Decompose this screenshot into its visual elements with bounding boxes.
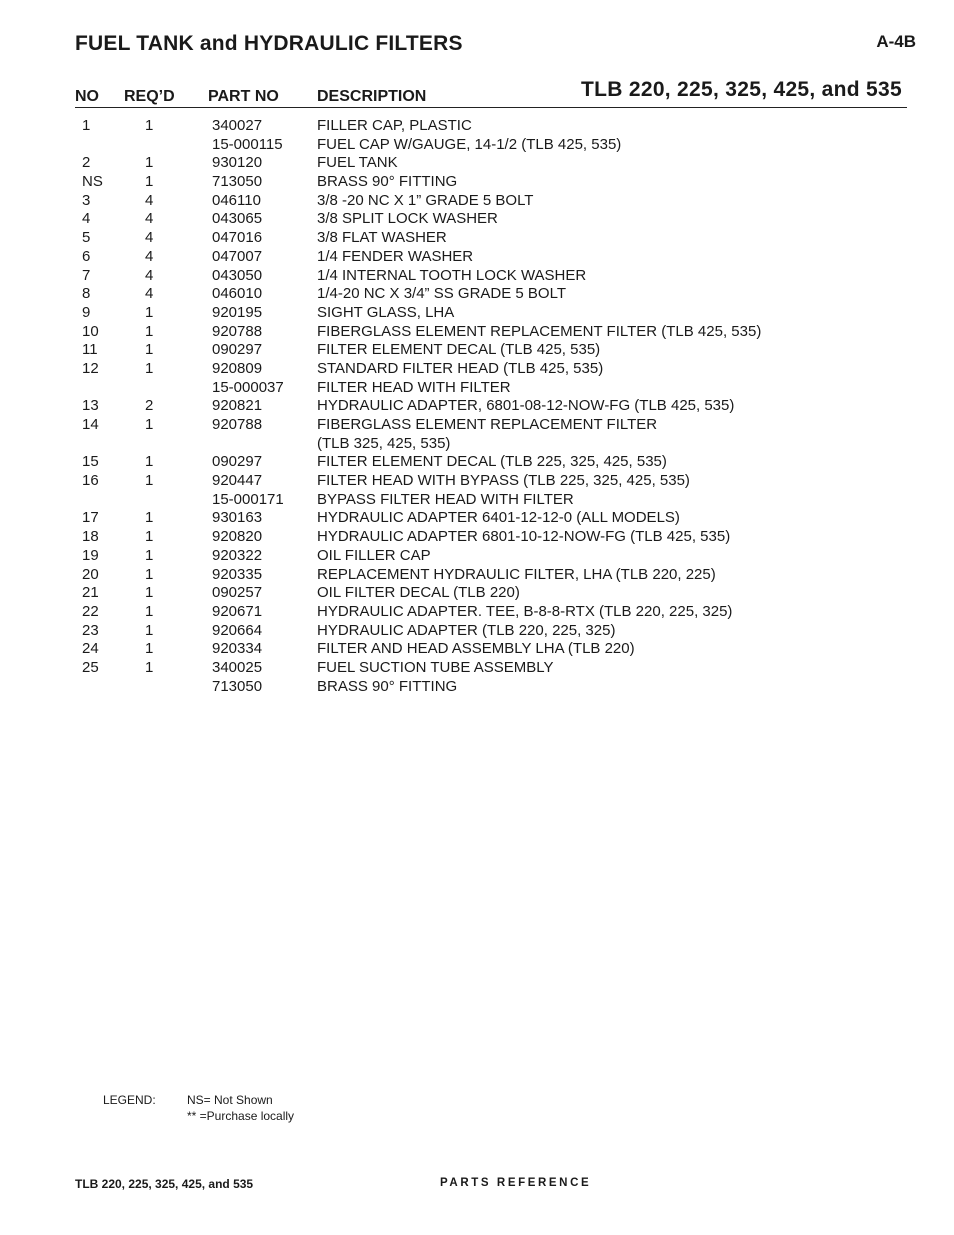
table-row (0, 210, 954, 229)
table-row (0, 472, 954, 491)
table-row (0, 360, 954, 379)
footer-section: PARTS REFERENCE (440, 1177, 592, 1189)
row-part-number: 920809 (212, 359, 263, 377)
legend-label: LEGEND: (103, 1093, 156, 1107)
row-part-number: 090297 (212, 341, 263, 359)
row-quantity: 1 (145, 303, 154, 321)
row-number: 24 (82, 640, 99, 658)
table-row (0, 659, 954, 678)
row-part-number: 090257 (212, 584, 263, 602)
row-part-number: 920788 (212, 322, 263, 340)
row-description: BRASS 90° FITTING (317, 677, 458, 695)
row-number: 20 (82, 565, 99, 583)
table-row (0, 584, 954, 603)
row-number: 22 (82, 602, 99, 620)
row-description: FUEL TANK (317, 154, 398, 172)
row-number: 17 (82, 509, 99, 527)
table-row (0, 397, 954, 416)
table-row (0, 304, 954, 323)
row-part-number: 043065 (212, 210, 263, 228)
model-heading: TLB 220, 225, 325, 425, and 535 (581, 78, 902, 101)
table-row (0, 453, 954, 472)
row-quantity: 4 (145, 229, 154, 247)
table-row (0, 547, 954, 566)
row-quantity: 1 (145, 472, 154, 490)
row-number: 2 (82, 154, 91, 172)
row-part-number: 920334 (212, 640, 263, 658)
row-description: FUEL CAP W/GAUGE, 14-1/2 (TLB 425, 535) (317, 135, 622, 153)
row-quantity: 1 (145, 341, 154, 359)
row-quantity: 1 (145, 528, 154, 546)
row-description: 1/4 FENDER WASHER (317, 247, 474, 265)
row-quantity: 1 (145, 117, 154, 134)
row-part-number: 340027 (212, 117, 263, 134)
row-number: 1 (82, 117, 91, 134)
row-number: 5 (82, 229, 91, 247)
row-description: HYDRAULIC ADAPTER, 6801-08-12-NOW-FG (TLB 425, 535) (317, 397, 735, 415)
row-description: HYDRAULIC ADAPTER 6801-10-12-NOW-FG (TLB 425, 535) (317, 528, 731, 546)
row-part-number: 920447 (212, 472, 263, 490)
row-part-number: 920335 (212, 565, 263, 583)
row-part-number: 920821 (212, 397, 263, 415)
row-part-number: 340025 (212, 658, 263, 676)
row-quantity: 1 (145, 546, 154, 564)
column-header-description: DESCRIPTION (317, 88, 427, 105)
row-description: 3/8 FLAT WASHER (317, 229, 447, 247)
row-number: 11 (82, 341, 98, 359)
legend-item: ** =Purchase locally (187, 1109, 295, 1123)
row-part-number: 920788 (212, 416, 263, 433)
page-id: A-4B (876, 32, 916, 51)
row-number: 9 (82, 303, 91, 321)
row-part-number: 15-000115 (212, 135, 283, 153)
row-quantity: 4 (145, 266, 154, 284)
row-description: FUEL SUCTION TUBE ASSEMBLY (317, 658, 554, 676)
row-description: (TLB 325, 425, 535) (317, 434, 451, 452)
table-row (0, 341, 954, 360)
row-quantity: 1 (145, 154, 154, 172)
row-description: FIBERGLASS ELEMENT REPLACEMENT FILTER (TLB 425, 535) (317, 322, 762, 340)
row-number: 14 (82, 416, 99, 433)
row-description: HYDRAULIC ADAPTER. TEE, B-8-8-RTX (TLB 220, 225, 325) (317, 602, 733, 620)
table-row (0, 379, 954, 398)
row-quantity: 1 (145, 621, 154, 639)
row-description: FILTER ELEMENT DECAL (TLB 225, 325, 425, 535) (317, 453, 667, 471)
row-number: 10 (82, 322, 99, 340)
row-part-number: 046110 (212, 191, 261, 209)
row-quantity: 4 (145, 247, 154, 265)
row-number: 18 (82, 528, 99, 546)
row-number: 25 (82, 658, 99, 676)
footer-models: TLB 220, 225, 325, 425, and 535 (75, 1177, 254, 1191)
row-description: SIGHT GLASS, LHA (317, 303, 455, 321)
row-number: 21 (82, 584, 99, 602)
column-header-reqd: REQ’D (124, 88, 175, 105)
row-number: 19 (82, 546, 99, 564)
row-part-number: 930120 (212, 154, 263, 172)
row-description: FILTER ELEMENT DECAL (TLB 425, 535) (317, 341, 601, 359)
row-quantity: 4 (145, 191, 154, 209)
row-quantity: 1 (145, 565, 154, 583)
row-number: 23 (82, 621, 99, 639)
table-row (0, 248, 954, 267)
row-part-number: 920322 (212, 546, 263, 564)
row-description: FILLER CAP, PLASTIC (317, 117, 472, 134)
row-part-number: 713050 (212, 677, 263, 695)
table-row (0, 622, 954, 641)
row-number: 7 (82, 266, 91, 284)
row-quantity: 1 (145, 640, 154, 658)
row-quantity: 4 (145, 285, 154, 303)
row-description: STANDARD FILTER HEAD (TLB 425, 535) (317, 359, 604, 377)
row-description: OIL FILTER DECAL (TLB 220) (317, 584, 520, 602)
row-part-number: 046010 (212, 285, 263, 303)
table-row (0, 154, 954, 173)
row-description: 3/8 SPLIT LOCK WASHER (317, 210, 498, 228)
table-row (0, 117, 954, 136)
row-description: HYDRAULIC ADAPTER 6401-12-12-0 (ALL MODELS) (317, 509, 680, 527)
row-description: 3/8 -20 NC X 1” GRADE 5 BOLT (317, 191, 534, 209)
row-description: 1/4-20 NC X 3/4” SS GRADE 5 BOLT (317, 285, 566, 303)
row-quantity: 4 (145, 210, 154, 228)
table-row (0, 285, 954, 304)
table-row (0, 416, 954, 435)
row-number: 4 (82, 210, 91, 228)
row-part-number: 15-000037 (212, 378, 284, 396)
row-description: OIL FILLER CAP (317, 546, 431, 564)
row-number: 13 (82, 397, 99, 415)
row-description: BRASS 90° FITTING (317, 173, 458, 191)
table-row (0, 678, 954, 697)
row-part-number: 920820 (212, 528, 263, 546)
row-description: BYPASS FILTER HEAD WITH FILTER (317, 490, 574, 508)
table-row (0, 323, 954, 342)
row-quantity: 1 (145, 509, 154, 527)
table-row (0, 640, 954, 659)
row-number: NS (82, 173, 103, 191)
table-row (0, 173, 954, 192)
row-part-number: 713050 (212, 173, 263, 191)
row-part-number: 15-000171 (212, 490, 284, 508)
row-description: FILTER HEAD WITH BYPASS (TLB 225, 325, 425, 535) (317, 472, 690, 490)
column-header-no: NO (75, 88, 99, 105)
header-rule (75, 107, 907, 108)
row-description: FILTER AND HEAD ASSEMBLY LHA (TLB 220) (317, 640, 635, 658)
row-quantity: 1 (145, 453, 154, 471)
row-quantity: 1 (145, 658, 154, 676)
row-number: 16 (82, 472, 99, 490)
row-quantity: 2 (145, 397, 154, 415)
row-quantity: 1 (145, 416, 154, 433)
table-row (0, 528, 954, 547)
row-description: 1/4 INTERNAL TOOTH LOCK WASHER (317, 266, 587, 284)
row-quantity: 1 (145, 359, 154, 377)
row-number: 3 (82, 191, 91, 209)
row-number: 15 (82, 453, 99, 471)
row-part-number: 930163 (212, 509, 263, 527)
row-number: 6 (82, 247, 91, 265)
row-part-number: 920664 (212, 621, 263, 639)
row-part-number: 090297 (212, 453, 263, 471)
row-description: FILTER HEAD WITH FILTER (317, 378, 511, 396)
row-quantity: 1 (145, 322, 154, 340)
column-header-part-no: PART NO (208, 88, 279, 105)
row-part-number: 920195 (212, 303, 263, 321)
table-row (0, 491, 954, 510)
table-row (0, 229, 954, 248)
row-number: 8 (82, 285, 91, 303)
row-description: HYDRAULIC ADAPTER (TLB 220, 225, 325) (317, 621, 616, 639)
row-part-number: 047016 (212, 229, 263, 247)
table-row (0, 435, 954, 454)
table-row (0, 192, 954, 211)
row-description: FIBERGLASS ELEMENT REPLACEMENT FILTER (317, 416, 658, 433)
row-part-number: 043050 (212, 266, 263, 284)
row-part-number: 920671 (212, 602, 263, 620)
table-row (0, 566, 954, 585)
row-description: REPLACEMENT HYDRAULIC FILTER, LHA (TLB 220, 225) (317, 565, 716, 583)
table-row (0, 509, 954, 528)
table-row (0, 603, 954, 622)
row-part-number: 047007 (212, 247, 263, 265)
row-number: 12 (82, 359, 99, 377)
row-quantity: 1 (145, 173, 154, 191)
row-quantity: 1 (145, 602, 154, 620)
table-row (0, 267, 954, 286)
parts-table (0, 117, 954, 696)
table-row (0, 136, 954, 155)
page-title: FUEL TANK and HYDRAULIC FILTERS (75, 32, 463, 55)
legend-item: NS= Not Shown (187, 1093, 273, 1107)
row-quantity: 1 (145, 584, 154, 602)
